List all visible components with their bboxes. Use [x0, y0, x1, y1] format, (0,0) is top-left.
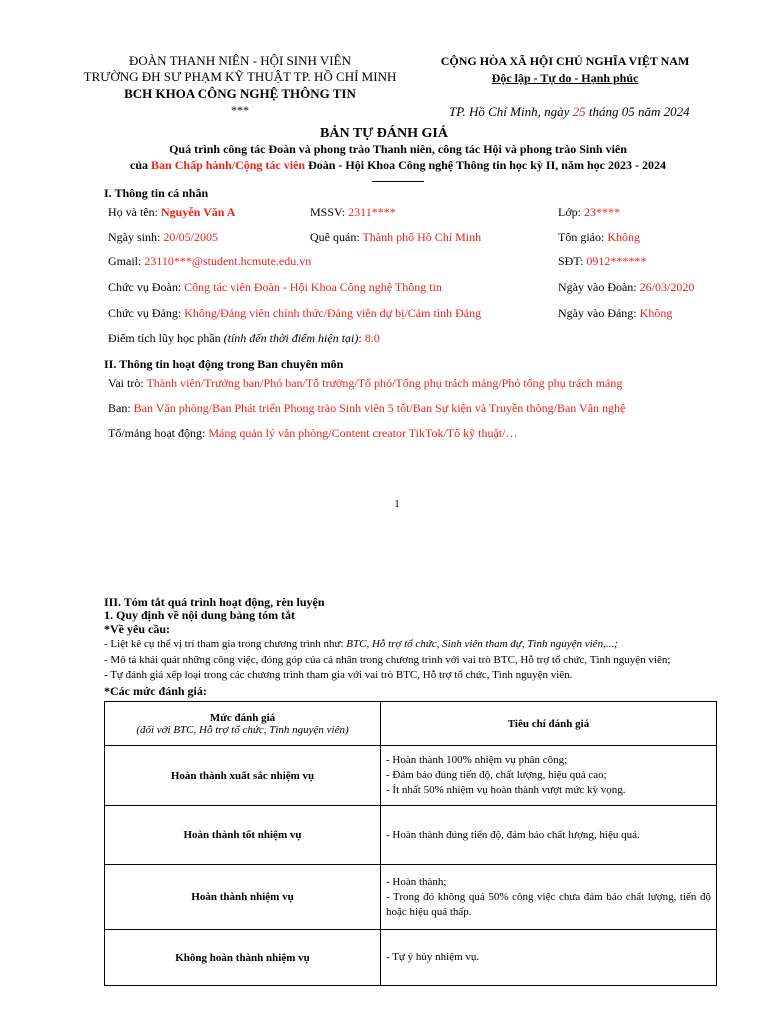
- criteria-item: - Hoàn thành 100% nhiệm vụ phân công;: [386, 754, 568, 766]
- header-level-label: Mức đánh giá: [209, 711, 276, 724]
- field-class: Lớp: 23****: [558, 205, 621, 219]
- field-role-value: Thành viên/Trưởng ban/Phó ban/Tổ trưởng/Tổ phó/Tổng phụ trách mảng/Phó tổng phụ trách mảng: [146, 376, 623, 390]
- field-hometown-value: Thành phố Hồ Chí Minh: [362, 230, 482, 244]
- criteria-cell: [381, 930, 717, 986]
- level-cell: Không hoàn thành nhiệm vụ: [105, 930, 381, 986]
- field-union-date: Ngày vào Đoàn: 26/03/2020: [558, 280, 695, 294]
- title-divider: [372, 181, 424, 182]
- field-board-value: Ban Văn phòng/Ban Phát triển Phong trào Sinh viên 5 tốt/Ban Sự kiện và Truyền thông/Ban Văn nghệ: [133, 401, 626, 415]
- levels-heading: *Các mức đánh giá:: [104, 684, 207, 698]
- field-name: Họ và tên: Nguyễn Văn A: [108, 205, 236, 219]
- field-team: Tổ/mảng hoạt động: Mảng quản lý văn phòng/Content creator TikTok/Tổ kỹ thuật/…: [108, 426, 518, 440]
- field-phone: SĐT: 0912******: [558, 254, 647, 268]
- page-number: 1: [394, 498, 400, 510]
- field-mssv-value: 2311****: [348, 205, 396, 219]
- requirement-1: - Liệt kê cụ thể vị trí tham gia trong chương trình như: BTC, Hỗ trợ tổ chức, Sinh viên tham dự, Tình nguyện viên,...;: [104, 638, 618, 650]
- subtitle-role: Ban Chấp hành/Cộng tác viên: [151, 158, 306, 172]
- table-row: [105, 930, 717, 986]
- level-cell: Hoàn thành tốt nhiệm vụ: [105, 806, 381, 865]
- criteria-item: - Ít nhất 50% nhiệm vụ hoàn thành vượt mức kỳ vọng.: [386, 784, 626, 796]
- document-subtitle-1: Quá trình công tác Đoàn và phong trào Thanh niên, công tác Hội và phong trào Sinh viên: [169, 142, 627, 156]
- header-level-cell: [105, 702, 381, 746]
- place-date: TP. Hồ Chí Minh, ngày 25 tháng 05 năm 2024: [449, 104, 690, 119]
- field-board: Ban: Ban Văn phòng/Ban Phát triển Phong trào Sinh viên 5 tốt/Ban Sự kiện và Truyền thông/Ban Văn nghệ: [108, 401, 626, 415]
- field-role: Vai trò: Thành viên/Trưởng ban/Phó ban/Tổ trưởng/Tổ phó/Tổng phụ trách mảng/Phó tổng phụ trách mảng: [108, 376, 623, 390]
- field-phone-value: 0912******: [586, 254, 647, 268]
- date-day: 25: [572, 104, 586, 119]
- level-cell: Hoàn thành nhiệm vụ: [105, 865, 381, 930]
- field-party-position-value: Không/Đảng viên chính thức/Đảng viên dự bị/Cảm tình Đảng: [184, 306, 482, 320]
- section-3-sub1: 1. Quy định về nội dung bảng tóm tắt: [104, 608, 296, 622]
- criteria-item: - Trong đó không quá 50% công việc chưa đảm bảo chất lượng, tiến độ hoặc hiệu quả thấp.: [386, 890, 711, 918]
- table-header-row: [105, 702, 717, 746]
- field-gmail-value: 23110***@student.hcmute.edu.vn: [144, 254, 312, 268]
- field-gpa: Điểm tích lũy học phần (tính đến thời điểm hiện tại): 8.0: [108, 331, 380, 345]
- requirement-2: - Mô tả khái quát những công việc, đóng góp của cá nhân trong chương trình với vai trò BTC, Hỗ trợ tổ chức, Tình nguyện viên;: [104, 654, 671, 666]
- org-name-line1: ĐOÀN THANH NIÊN - HỘI SINH VIÊN: [129, 53, 351, 68]
- field-dob-value: 20/05/2005: [163, 230, 219, 244]
- field-union-date-value: 26/03/2020: [639, 280, 695, 294]
- criteria-table: [104, 701, 717, 986]
- field-union-position-value: Công tác viên Đoàn - Hội Khoa Công nghệ Thông tin: [184, 280, 442, 294]
- section-1-heading: I. Thông tin cá nhân: [104, 186, 209, 200]
- level-cell: Hoàn thành xuất sắc nhiệm vụ: [105, 746, 381, 806]
- org-stars: ***: [231, 103, 249, 117]
- criteria-item: - Đảm bảo đúng tiến độ, chất lượng, hiệu quả cao;: [386, 769, 607, 781]
- requirements-heading: *Về yêu cầu:: [104, 622, 170, 636]
- criteria-item: - Tự ý hủy nhiệm vụ.: [386, 951, 480, 963]
- criteria-item: - Hoàn thành;: [386, 875, 447, 888]
- section-2-heading: II. Thông tin hoạt động trong Ban chuyên môn: [104, 357, 344, 371]
- field-party-date-value: Không: [639, 306, 673, 320]
- header-level-note: (đối với BTC, Hỗ trợ tổ chức, Tình nguyện viên): [136, 723, 349, 736]
- table-row: [105, 746, 717, 806]
- field-name-value: Nguyễn Văn A: [161, 205, 236, 219]
- criteria-item: - Hoàn thành đúng tiến độ, đảm bảo chất lượng, hiệu quả.: [386, 828, 640, 841]
- requirement-3: - Tự đánh giá xếp loại trong các chương trình tham gia với vai trò BTC, Hỗ trợ tổ chức, Tình nguyện viên.: [104, 669, 573, 681]
- section-3-heading: III. Tóm tắt quá trình hoạt động, rèn luyện: [104, 595, 325, 609]
- nation-title: CỘNG HÒA XÃ HỘI CHỦ NGHĨA VIỆT NAM: [440, 54, 690, 68]
- document-subtitle-2: của Ban Chấp hành/Cộng tác viên Đoàn - Hội Khoa Công nghệ Thông tin học kỳ II, năm học 2023 - 2024: [130, 158, 666, 172]
- field-party-position: Chức vụ Đảng: Không/Đảng viên chính thức/Đảng viên dự bị/Cảm tình Đảng: [108, 306, 482, 320]
- document-title: BẢN TỰ ĐÁNH GIÁ: [320, 126, 448, 141]
- field-union-position: Chức vụ Đoàn: Công tác viên Đoàn - Hội Khoa Công nghệ Thông tin: [108, 280, 442, 294]
- org-name-line2: TRƯỜNG ĐH SƯ PHẠM KỸ THUẬT TP. HỒ CHÍ MINH: [83, 69, 397, 84]
- table-row: [105, 806, 717, 865]
- field-gpa-value: 8.0: [364, 331, 380, 345]
- field-hometown: Quê quán: Thành phố Hồ Chí Minh: [310, 230, 482, 244]
- field-team-value: Mảng quản lý văn phòng/Content creator TikTok/Tổ kỹ thuật/…: [208, 426, 518, 440]
- criteria-cell: [381, 746, 717, 806]
- field-religion: Tôn giáo: Không: [558, 230, 640, 244]
- field-religion-value: Không: [607, 230, 640, 244]
- criteria-cell: [381, 865, 717, 930]
- field-party-date: Ngày vào Đảng: Không: [558, 306, 673, 320]
- table-row: [105, 865, 717, 930]
- field-mssv: MSSV: 2311****: [310, 205, 396, 219]
- header-criteria-label: Tiêu chí đánh giá: [381, 702, 717, 746]
- criteria-cell: [381, 806, 717, 865]
- field-dob: Ngày sinh: 20/05/2005: [108, 230, 219, 244]
- org-name-line3: BCH KHOA CÔNG NGHỆ THÔNG TIN: [124, 86, 356, 101]
- field-gmail: Gmail: 23110***@student.hcmute.edu.vn: [108, 254, 312, 268]
- nation-motto: Độc lập - Tự do - Hạnh phúc: [491, 71, 639, 85]
- field-class-value: 23****: [584, 205, 621, 219]
